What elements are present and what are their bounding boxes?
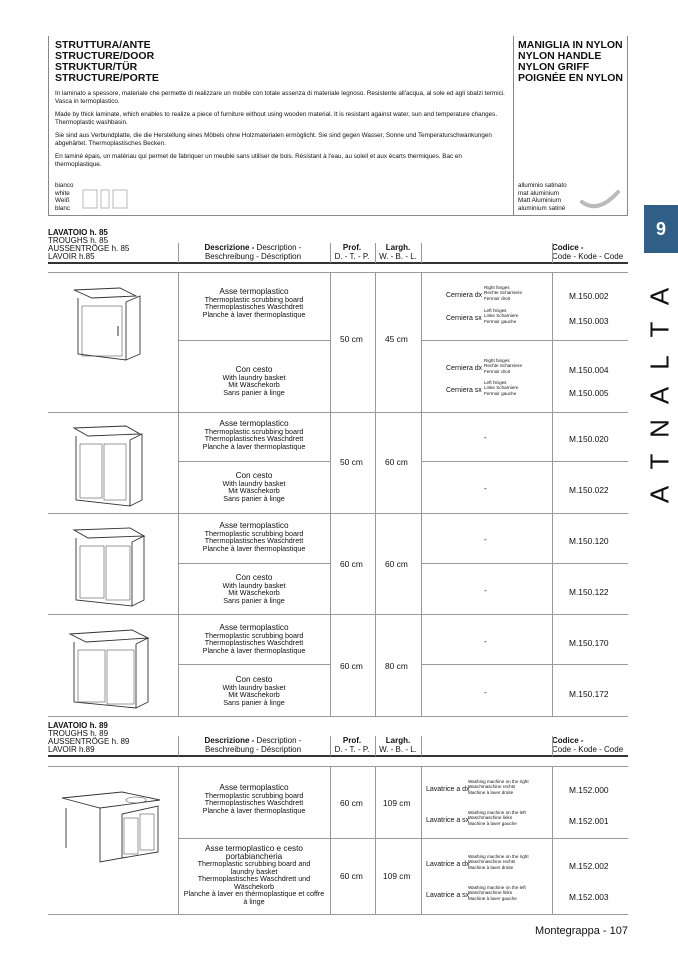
- desc-cesto-de: Mit Wäschekorb: [228, 690, 280, 699]
- desc-asse-2: [182, 420, 326, 450]
- desc-asse-en: Thermoplastic scrubbing board: [204, 528, 304, 538]
- col-prof-sub: D. - T. - P.: [334, 745, 370, 754]
- hinge-note: Fermoir gauche: [484, 318, 517, 324]
- hinge-note: Fermoir droit: [484, 295, 511, 301]
- depth-value: 60 cm: [340, 798, 363, 808]
- cabinet-80-sketch-icon: [66, 620, 156, 712]
- washer-right-label: Lavatrice a dx: [426, 786, 470, 793]
- row-line: [48, 716, 628, 717]
- width-value: 60 cm: [385, 457, 408, 467]
- washer-note: Machine à laver droite: [468, 789, 514, 795]
- atlanta-letter: A: [644, 386, 675, 405]
- col-beschreibung: Beschreibung - Déscription: [204, 252, 302, 261]
- hinge-right-label: Cerniera dx: [446, 292, 483, 299]
- no-option-dash: -: [484, 637, 487, 646]
- handle-title-it: MANIGLIA IN NYLON: [518, 39, 623, 51]
- hinge-right-notes: [484, 358, 522, 374]
- col-prof: Prof.: [342, 736, 362, 745]
- product-code: M.150.002: [569, 291, 609, 301]
- col-descrizione: Descrizione -: [204, 243, 257, 252]
- structure-panel: [49, 36, 514, 216]
- atlanta-letter: T: [644, 321, 675, 338]
- desc-asse-fr: Planche à laver thermoplastique: [202, 805, 306, 815]
- atlanta-letter: T: [644, 453, 675, 470]
- row-line: [178, 664, 330, 665]
- desc-asse-de: Thermoplastisches Waschdrett: [204, 302, 304, 311]
- washer-note: Washing machine on the left: [468, 810, 526, 815]
- col-sep: [330, 736, 331, 756]
- hinge-note: Linke Scharniere: [484, 313, 519, 319]
- handle-finish-label: [518, 182, 567, 212]
- desc-asse-1: [182, 288, 326, 318]
- hinge-left-notes: [484, 308, 518, 324]
- hinge-note: Rechte Scharniere: [484, 363, 523, 369]
- col-prof-sub: D. - T. - P.: [334, 252, 370, 261]
- atlanta-letter: A: [644, 485, 675, 504]
- handle-title-de: NYLON GRIFF: [518, 61, 590, 73]
- row-line: [421, 340, 628, 341]
- desc-asse-cesto: [180, 845, 328, 905]
- desc-asse-fr: Planche à laver thermoplastique: [202, 441, 306, 451]
- washer-note: Machine à laver gauche: [468, 820, 517, 826]
- washer-left-notes: [468, 885, 526, 901]
- col-sep: [330, 243, 331, 263]
- col-line: [330, 766, 331, 914]
- col-largh-sub: W. - B. - L.: [379, 252, 417, 261]
- col-sep: [552, 736, 553, 756]
- depth-value: 60 cm: [340, 559, 363, 569]
- no-option-dash: -: [484, 433, 487, 442]
- width-value: 45 cm: [385, 334, 408, 344]
- washer-note: Washing machine on the right: [468, 779, 529, 784]
- structure-text-en: Made by thick laminate, which enables to realize a piece of furniture without using wooden material. It is resistant against water, sun and temperature changes. Thermoplastic washbasin.: [55, 111, 498, 126]
- desc-asse-cesto-it2: portabiancheria: [225, 851, 283, 861]
- col-largh-sub: W. - B. - L.: [379, 745, 417, 754]
- desc-asse-de: Thermoplastisches Waschdrett: [204, 798, 304, 807]
- washer-note: Waschmaschine rechts: [468, 784, 516, 790]
- hinge-left-label: Cerniera sx: [446, 387, 482, 394]
- desc-asse-fr: Planche à laver thermoplastique: [202, 645, 306, 655]
- desc-asse-de: Thermoplastisches Waschdrett: [204, 434, 304, 443]
- depth-value: 60 cm: [340, 871, 363, 881]
- structure-title-fr: STRUCTURE/PORTE: [55, 72, 159, 84]
- structure-title-de: STRUKTUR/TÜR: [55, 61, 138, 73]
- col-codice-sub: Code - Kode - Code: [552, 745, 624, 754]
- row-line: [48, 513, 628, 514]
- desc-asse-en: Thermoplastic scrubbing board: [204, 426, 304, 436]
- product-code: M.150.004: [569, 365, 609, 375]
- col-line: [178, 766, 179, 914]
- desc-cesto-it: Con cesto: [235, 675, 273, 684]
- col-description: Description -: [256, 243, 302, 252]
- cabinet-60-sketch-icon: [70, 416, 150, 508]
- section1-title-it: LAVATOIO h. 85: [48, 228, 108, 237]
- section1-title-fr: LAVOIR h.85: [48, 252, 95, 261]
- col-code-header: [552, 243, 632, 261]
- row-line: [48, 914, 628, 915]
- desc-asse-cesto-fr2: à linge: [243, 896, 265, 906]
- desc-asse-5: [182, 784, 326, 814]
- hinge-note: Linke Scharniere: [484, 385, 519, 391]
- desc-asse-en: Thermoplastic scrubbing board: [204, 790, 304, 800]
- washer-note: Machine à laver droite: [468, 864, 514, 870]
- section1-title-de: AUSSENTRÖGE h. 85: [48, 244, 130, 253]
- finish-white-label: [55, 182, 74, 212]
- hinge-left-notes: [484, 380, 518, 396]
- desc-cesto-fr: Sans panier à linge: [223, 595, 285, 605]
- atlanta-letter: N: [644, 419, 675, 438]
- desc-asse-de: Thermoplastisches Waschdrett: [204, 536, 304, 545]
- row-line: [421, 563, 628, 564]
- desc-cesto-de: Mit Wäschekorb: [228, 588, 280, 597]
- desc-cesto-fr: Sans panier à linge: [223, 697, 285, 707]
- no-option-dash: -: [484, 586, 487, 595]
- handle-icon: [578, 186, 624, 212]
- col-depth-header: [330, 243, 374, 261]
- section1-rule: [48, 262, 628, 264]
- col-largh: Largh.: [385, 243, 411, 252]
- desc-cesto-fr: Sans panier à linge: [223, 493, 285, 503]
- washer-left-label: Lavatrice a sx: [426, 817, 470, 824]
- col-sep: [421, 736, 422, 756]
- section1-title: [48, 229, 129, 261]
- desc-asse-de: Thermoplastisches Waschdrett: [204, 638, 304, 647]
- col-codice: Codice -: [552, 736, 584, 745]
- col-code-header: [552, 736, 632, 754]
- product-code: M.152.001: [569, 816, 609, 826]
- col-line: [552, 272, 553, 716]
- finish-de: Weiß: [55, 197, 70, 204]
- depth-value: 50 cm: [340, 334, 363, 344]
- width-value: 109 cm: [383, 798, 411, 808]
- handle-title-en: NYLON HANDLE: [518, 50, 602, 62]
- header-box: [48, 36, 628, 216]
- washer-right-label: Lavatrice a dx: [426, 861, 470, 868]
- col-prof: Prof.: [342, 243, 362, 252]
- handle-finish-en: mat aluminium: [518, 189, 559, 197]
- desc-cesto-de: Mit Wäschekorb: [228, 380, 280, 389]
- section2-title-en: TROUGHS h. 89: [48, 729, 109, 738]
- section2-title-de: AUSSENTRÖGE h. 89: [48, 737, 130, 746]
- depth-value: 60 cm: [340, 661, 363, 671]
- handle-finish-it: alluminio satinato: [518, 182, 567, 189]
- handle-panel: [514, 36, 629, 216]
- col-line: [421, 766, 422, 914]
- hinge-right-notes: [484, 285, 522, 301]
- washer-right-notes: [468, 779, 529, 795]
- col-description-header: [178, 736, 328, 754]
- desc-asse-it: Asse termoplastico: [219, 623, 289, 632]
- desc-asse-3: [182, 522, 326, 552]
- col-line: [178, 272, 179, 716]
- structure-text-it: In laminato a spessore, materiale che permette di realizzare un mobile con totale assenza di materiale legnoso. Resistente all'acqua, al sole ed agli sbalzi termici. Vasca in termoplastico.: [55, 90, 505, 105]
- desc-asse-fr: Planche à laver thermoplastique: [202, 309, 306, 319]
- structure-title-en: STRUCTURE/DOOR: [55, 50, 155, 62]
- hinge-note: Left hinges: [484, 380, 507, 385]
- desc-cesto-it: Con cesto: [235, 365, 273, 374]
- no-option-dash: -: [484, 535, 487, 544]
- desc-asse-it: Asse termoplastico: [219, 287, 289, 296]
- product-code: M.150.003: [569, 316, 609, 326]
- washer-note: Waschmaschine links: [468, 815, 512, 821]
- product-code: M.152.003: [569, 892, 609, 902]
- section2-title-fr: LAVOIR h.89: [48, 745, 95, 754]
- col-sep: [375, 736, 376, 756]
- product-code: M.150.122: [569, 587, 609, 597]
- depth-value: 50 cm: [340, 457, 363, 467]
- no-option-dash: -: [484, 484, 487, 493]
- washer-note: Washing machine on the right: [468, 854, 529, 859]
- desc-cesto-fr: Sans panier à linge: [223, 387, 285, 397]
- atlanta-vertical-label: [645, 280, 675, 511]
- hinge-note: Right hinges: [484, 285, 510, 290]
- row-line: [421, 664, 628, 665]
- desc-cesto-it: Con cesto: [235, 471, 273, 480]
- structure-text-de: Sie sind aus Verbundplatte, die die Herstellung eines Möbels ohne Holzmaterialen ermöglicht. Sie sind gegen Wasser, Sonne und Temperaturschwankungen abgehärtet. Thermoplastisches Becken.: [55, 132, 492, 147]
- product-code: M.150.022: [569, 485, 609, 495]
- row-line: [178, 461, 330, 462]
- desc-asse-it: Asse termoplastico: [219, 521, 289, 530]
- cabinet-45-sketch-icon: [70, 278, 150, 370]
- col-codice: Codice -: [552, 243, 584, 252]
- section2-title: [48, 722, 129, 754]
- desc-cesto-2: [182, 472, 326, 502]
- col-line: [375, 272, 376, 716]
- desc-cesto-en: With laundry basket: [222, 478, 286, 488]
- finish-it: bianco: [55, 182, 74, 189]
- col-sep: [178, 736, 179, 756]
- col-width-header: [375, 243, 421, 261]
- finish-en: white: [55, 189, 70, 197]
- hinge-note: Rechte Scharniere: [484, 290, 523, 296]
- col-sep: [552, 243, 553, 263]
- hinge-note: Right hinges: [484, 358, 510, 363]
- desc-cesto-1: [182, 366, 326, 396]
- row-line: [48, 766, 628, 767]
- col-largh: Largh.: [385, 736, 411, 745]
- hinge-note: Left hinges: [484, 308, 507, 313]
- desc-asse-cesto-de: Thermoplastisches Waschdrett und: [197, 874, 311, 883]
- section2-rule: [48, 755, 628, 757]
- structure-text-fr: En laminé épais, un matériau qui permet de fabriquer un meuble sans utiliser de bois. Résistant à l'eau, au soleil et aux écarts thermiques. Bac en thermoplastique.: [55, 153, 462, 168]
- handle-finish-fr: aluminium satiné: [518, 204, 566, 212]
- product-code: M.150.020: [569, 434, 609, 444]
- row-line: [178, 563, 330, 564]
- atlanta-letter: A: [644, 287, 675, 306]
- hinge-note: Fermoir droit: [484, 368, 511, 374]
- washer-right-notes: [468, 854, 529, 870]
- row-line: [48, 614, 628, 615]
- hinge-left-label: Cerniera sx: [446, 315, 482, 322]
- col-line: [330, 272, 331, 716]
- col-descrizione: Descrizione -: [204, 736, 257, 745]
- desc-asse-cesto-en2: laundry basket: [230, 866, 278, 876]
- washer-note: Waschmaschine links: [468, 890, 512, 896]
- col-line: [552, 766, 553, 914]
- width-value: 60 cm: [385, 559, 408, 569]
- cabinet-109-sketch-icon: [58, 778, 168, 868]
- washer-left-notes: [468, 810, 526, 826]
- section2-title-it: LAVATOIO h. 89: [48, 721, 108, 730]
- structure-title-it: STRUTTURA/ANTE: [55, 39, 151, 51]
- col-line: [375, 766, 376, 914]
- desc-cesto-de: Mit Wäschekorb: [228, 486, 280, 495]
- desc-asse-cesto-fr: Planche à laver en thérmoplastique et coffre: [183, 889, 325, 898]
- row-line: [48, 412, 628, 413]
- washer-note: Machine à laver gauche: [468, 895, 517, 901]
- col-beschreibung: Beschreibung - Déscription: [204, 745, 302, 754]
- product-code: M.150.120: [569, 536, 609, 546]
- section1-title-en: TROUGHS h. 85: [48, 236, 109, 245]
- page-footer: Montegrappa - 107: [535, 925, 628, 937]
- product-code: M.150.172: [569, 689, 609, 699]
- col-line: [421, 272, 422, 716]
- desc-cesto-en: With laundry basket: [222, 580, 286, 590]
- hinge-right-label: Cerniera dx: [446, 365, 483, 372]
- washer-left-label: Lavatrice a sx: [426, 892, 470, 899]
- desc-asse-4: [182, 624, 326, 654]
- desc-asse-en: Thermoplastic scrubbing board: [204, 294, 304, 304]
- width-value: 80 cm: [385, 661, 408, 671]
- white-swatch-icon: [79, 186, 135, 212]
- desc-asse-fr: Planche à laver thermoplastique: [202, 543, 306, 553]
- hinge-note: Fermoir gauche: [484, 390, 517, 396]
- row-line: [48, 272, 628, 273]
- col-description-header: [178, 243, 328, 261]
- product-code: M.152.000: [569, 785, 609, 795]
- col-sep: [375, 243, 376, 263]
- col-width-header: [375, 736, 421, 754]
- desc-asse-cesto-en: Thermoplastic scrubbing board and: [197, 859, 311, 868]
- product-code: M.150.170: [569, 638, 609, 648]
- width-value: 109 cm: [383, 871, 411, 881]
- desc-cesto-en: With laundry basket: [222, 682, 286, 692]
- cabinet-60x60-sketch-icon: [70, 518, 150, 610]
- col-depth-header: [330, 736, 374, 754]
- finish-fr: blanc: [55, 204, 71, 212]
- desc-asse-it: Asse termoplastico: [219, 783, 289, 792]
- atlanta-letter: L: [644, 355, 675, 370]
- col-codice-sub: Code - Kode - Code: [552, 252, 624, 261]
- row-line: [421, 461, 628, 462]
- col-description: Description -: [256, 736, 302, 745]
- washer-note: Waschmaschine rechts: [468, 859, 516, 865]
- col-sep: [421, 243, 422, 263]
- desc-cesto-3: [182, 574, 326, 604]
- chapter-tab: 9: [644, 205, 678, 253]
- no-option-dash: -: [484, 688, 487, 697]
- desc-cesto-en: With laundry basket: [222, 372, 286, 382]
- desc-asse-it: Asse termoplastico: [219, 419, 289, 428]
- washer-note: Washing machine on the left: [468, 885, 526, 890]
- desc-asse-cesto-it: Asse termoplastico e cesto: [205, 844, 303, 853]
- row-line: [178, 838, 628, 839]
- desc-cesto-it: Con cesto: [235, 573, 273, 582]
- desc-asse-cesto-de2: Wäschekorb: [234, 881, 274, 891]
- product-code: M.152.002: [569, 861, 609, 871]
- desc-cesto-4: [182, 676, 326, 706]
- handle-finish-de: Matt Aluminium: [518, 197, 562, 204]
- product-code: M.150.005: [569, 388, 609, 398]
- desc-asse-en: Thermoplastic scrubbing board: [204, 630, 304, 640]
- handle-title-fr: POIGNÉE EN NYLON: [518, 72, 624, 84]
- row-line: [178, 340, 330, 341]
- col-sep: [178, 243, 179, 263]
